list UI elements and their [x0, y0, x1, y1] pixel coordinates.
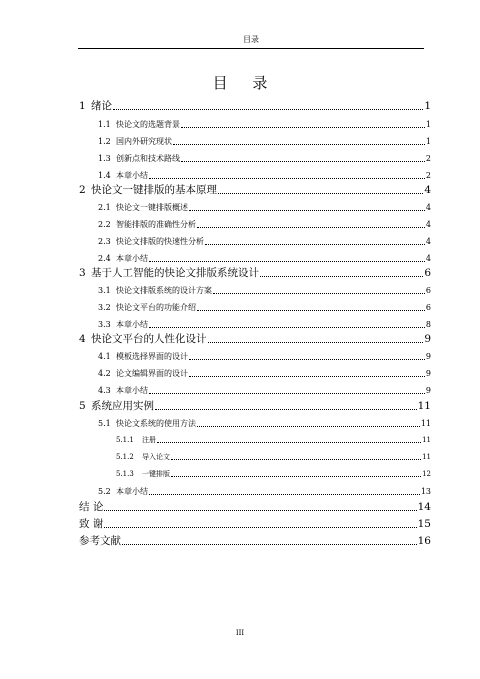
dot-leader — [197, 426, 420, 427]
toc-entry-label: 系统应用实例 — [91, 400, 154, 412]
toc-entry-section-2-4[interactable] — [98, 253, 431, 265]
toc-entry-chapter-3[interactable] — [79, 266, 431, 280]
toc-entry-page: 15 — [417, 518, 431, 530]
toc-entry-label: 智能排版的准确性分析 — [116, 220, 196, 229]
toc-entry-page: 6 — [425, 303, 431, 312]
toc-entry-label: 快论文排版系统的设计方案 — [116, 286, 212, 295]
running-header — [78, 34, 424, 49]
toc-entry-label: 国内外研究现状 — [116, 137, 172, 146]
toc-entry-number: 5.1 — [98, 419, 111, 428]
toc-entry-label: 模板选择界面的设计 — [116, 352, 188, 361]
toc-entry-section-3-1[interactable] — [98, 285, 431, 297]
toc-entry-label: 基于人工智能的快论文排版系统设计 — [91, 267, 259, 279]
toc-entry-section-4-3[interactable] — [98, 385, 431, 397]
toc-entry-label: 结 论 — [79, 501, 104, 513]
toc-entry-chapter-2[interactable] — [79, 183, 431, 197]
toc-entry-section-4-1[interactable] — [98, 351, 431, 363]
toc-entry-page: 11 — [417, 400, 431, 412]
toc-entry-number: 2.1 — [98, 203, 111, 212]
dot-leader — [181, 161, 425, 162]
toc-entry-page: 11 — [420, 419, 431, 428]
toc-entry-page: 8 — [425, 320, 431, 329]
toc-entry-subsection-5-1-2[interactable] — [116, 452, 431, 463]
dot-leader — [173, 144, 425, 145]
toc-entry-number: 2 — [79, 184, 86, 196]
toc-entry-page: 9 — [425, 352, 431, 361]
dot-leader — [104, 510, 416, 511]
toc-entry-label: 本章小结 — [116, 254, 148, 263]
dot-leader — [197, 227, 425, 228]
dot-leader — [171, 476, 421, 477]
dot-leader — [189, 376, 425, 377]
page-title: 目 录 — [212, 74, 278, 92]
toc-entry-page: 9 — [425, 386, 431, 395]
toc-entry-page: 4 — [425, 237, 431, 246]
toc-entry-page: 4 — [425, 203, 431, 212]
toc-entry-label: 快论文排版的快速性分析 — [116, 237, 204, 246]
toc-entry-label: 本章小结 — [116, 171, 148, 180]
toc-entry-label: 创新点和技术路线 — [116, 154, 180, 163]
toc-entry-label: 注册 — [142, 436, 156, 444]
toc-entry-section-2-3[interactable] — [98, 236, 431, 248]
toc-entry-page: 2 — [425, 171, 431, 180]
toc-entry-number: 3.1 — [98, 286, 111, 295]
toc-entry-section-3-3[interactable] — [98, 319, 431, 331]
toc-entry-chapter-4[interactable] — [79, 332, 431, 346]
toc-entry-number: 4.1 — [98, 352, 111, 361]
toc-entry-label: 快论文系统的使用方法 — [116, 419, 196, 428]
toc-entry-label: 本章小结 — [116, 386, 148, 395]
toc-entry-chapter-5[interactable] — [79, 399, 431, 413]
toc-entry-label: 本章小结 — [116, 320, 148, 329]
toc-entry-number: 1 — [79, 100, 86, 112]
dot-leader — [208, 342, 424, 343]
dot-leader — [197, 310, 425, 311]
toc-entry-number: 3.2 — [98, 303, 111, 312]
toc-entry-page: 9 — [425, 369, 431, 378]
toc-entry-number: 3 — [79, 267, 86, 279]
toc-entry-page: 6 — [425, 286, 431, 295]
toc-entry-label: 参考文献 — [79, 535, 121, 547]
toc-entry-number: 1.3 — [98, 154, 111, 163]
toc-entry-page: 4 — [425, 254, 431, 263]
toc-entry-chapter-1[interactable] — [79, 99, 431, 113]
toc-entry-label: 绪论 — [91, 100, 112, 112]
toc-entry-subsection-5-1-1[interactable] — [116, 435, 431, 446]
toc-entry-page: 12 — [422, 470, 431, 478]
toc-entry-acknowledgements[interactable] — [79, 517, 431, 531]
toc-entry-page: 4 — [425, 220, 431, 229]
toc-entry-label: 一键排版 — [142, 470, 170, 478]
dot-leader — [149, 327, 425, 328]
dot-leader — [171, 459, 421, 460]
toc-entry-section-2-2[interactable] — [98, 219, 431, 231]
toc-entry-section-5-1[interactable] — [98, 418, 431, 430]
dot-leader — [149, 261, 425, 262]
toc-entry-number: 2.3 — [98, 237, 111, 246]
dot-leader — [157, 442, 421, 443]
running-header-title: 目录 — [243, 35, 259, 44]
toc-entry-page: 1 — [425, 120, 431, 129]
toc-entry-number: 1.1 — [98, 120, 111, 129]
toc-entry-number: 1.2 — [98, 137, 111, 146]
toc-entry-section-1-3[interactable] — [98, 153, 431, 165]
toc-entry-references[interactable] — [79, 534, 431, 548]
toc-entry-page: 11 — [422, 453, 431, 461]
toc-entry-page: 11 — [422, 436, 431, 444]
dot-leader — [149, 494, 420, 495]
toc-entry-section-1-2[interactable] — [98, 136, 431, 148]
dot-leader — [104, 527, 416, 528]
toc-entry-number: 4 — [79, 333, 86, 345]
toc-entry-page: 4 — [424, 184, 431, 196]
toc-entry-number: 4.3 — [98, 386, 111, 395]
dot-leader — [149, 178, 425, 179]
dot-leader — [122, 544, 417, 545]
dot-leader — [113, 109, 423, 110]
dot-leader — [149, 393, 425, 394]
toc-entry-page: 9 — [424, 333, 431, 345]
toc-entry-label: 快论文平台的功能介绍 — [116, 303, 196, 312]
toc-entry-page: 1 — [425, 137, 431, 146]
toc-entry-page: 14 — [417, 501, 431, 513]
toc-entry-number: 4.2 — [98, 369, 111, 378]
toc-entry-label: 论文编辑界面的设计 — [116, 369, 188, 378]
toc-entry-number: 5.1.2 — [116, 453, 134, 461]
dot-leader — [260, 276, 423, 277]
toc-entry-page: 13 — [420, 487, 431, 496]
toc-entry-section-5-2[interactable] — [98, 486, 431, 498]
toc-entry-number: 5 — [79, 400, 86, 412]
toc-entry-label: 快论文一键排版概述 — [116, 203, 188, 212]
toc-entry-section-1-4[interactable] — [98, 170, 431, 182]
toc-entry-page: 2 — [425, 154, 431, 163]
toc-entry-label: 快论文的选题背景 — [116, 120, 180, 129]
toc-entry-number: 5.1.3 — [116, 470, 134, 478]
dot-leader — [189, 359, 425, 360]
dot-leader — [213, 293, 425, 294]
toc-entry-page: 16 — [417, 535, 431, 547]
toc-entry-number: 2.2 — [98, 220, 111, 229]
toc-entry-label: 致 谢 — [79, 518, 104, 530]
toc-entry-label: 导入论文 — [142, 453, 170, 461]
toc-entry-page: 6 — [424, 267, 431, 279]
dot-leader — [205, 244, 425, 245]
dot-leader — [155, 409, 417, 410]
toc-entry-number: 5.1.1 — [116, 436, 134, 444]
toc-entry-subsection-5-1-3[interactable] — [116, 469, 431, 480]
dot-leader — [189, 210, 425, 211]
toc-entry-section-3-2[interactable] — [98, 302, 431, 314]
page-number: III — [235, 629, 245, 637]
toc-entry-conclusion[interactable] — [79, 500, 431, 514]
toc-entry-label: 快论文平台的人性化设计 — [91, 333, 207, 345]
toc-entry-section-4-2[interactable] — [98, 368, 431, 380]
toc-entry-page: 1 — [424, 100, 431, 112]
toc-entry-section-1-1[interactable] — [98, 119, 431, 131]
dot-leader — [218, 193, 423, 194]
toc-entry-label: 本章小结 — [116, 487, 148, 496]
toc-entry-number: 1.4 — [98, 171, 111, 180]
toc-entry-label: 快论文一键排版的基本原理 — [91, 184, 217, 196]
toc-entry-number: 3.3 — [98, 320, 111, 329]
toc-entry-number: 2.4 — [98, 254, 111, 263]
toc-entry-number: 5.2 — [98, 487, 111, 496]
dot-leader — [181, 127, 425, 128]
toc-entry-section-2-1[interactable] — [98, 202, 431, 214]
